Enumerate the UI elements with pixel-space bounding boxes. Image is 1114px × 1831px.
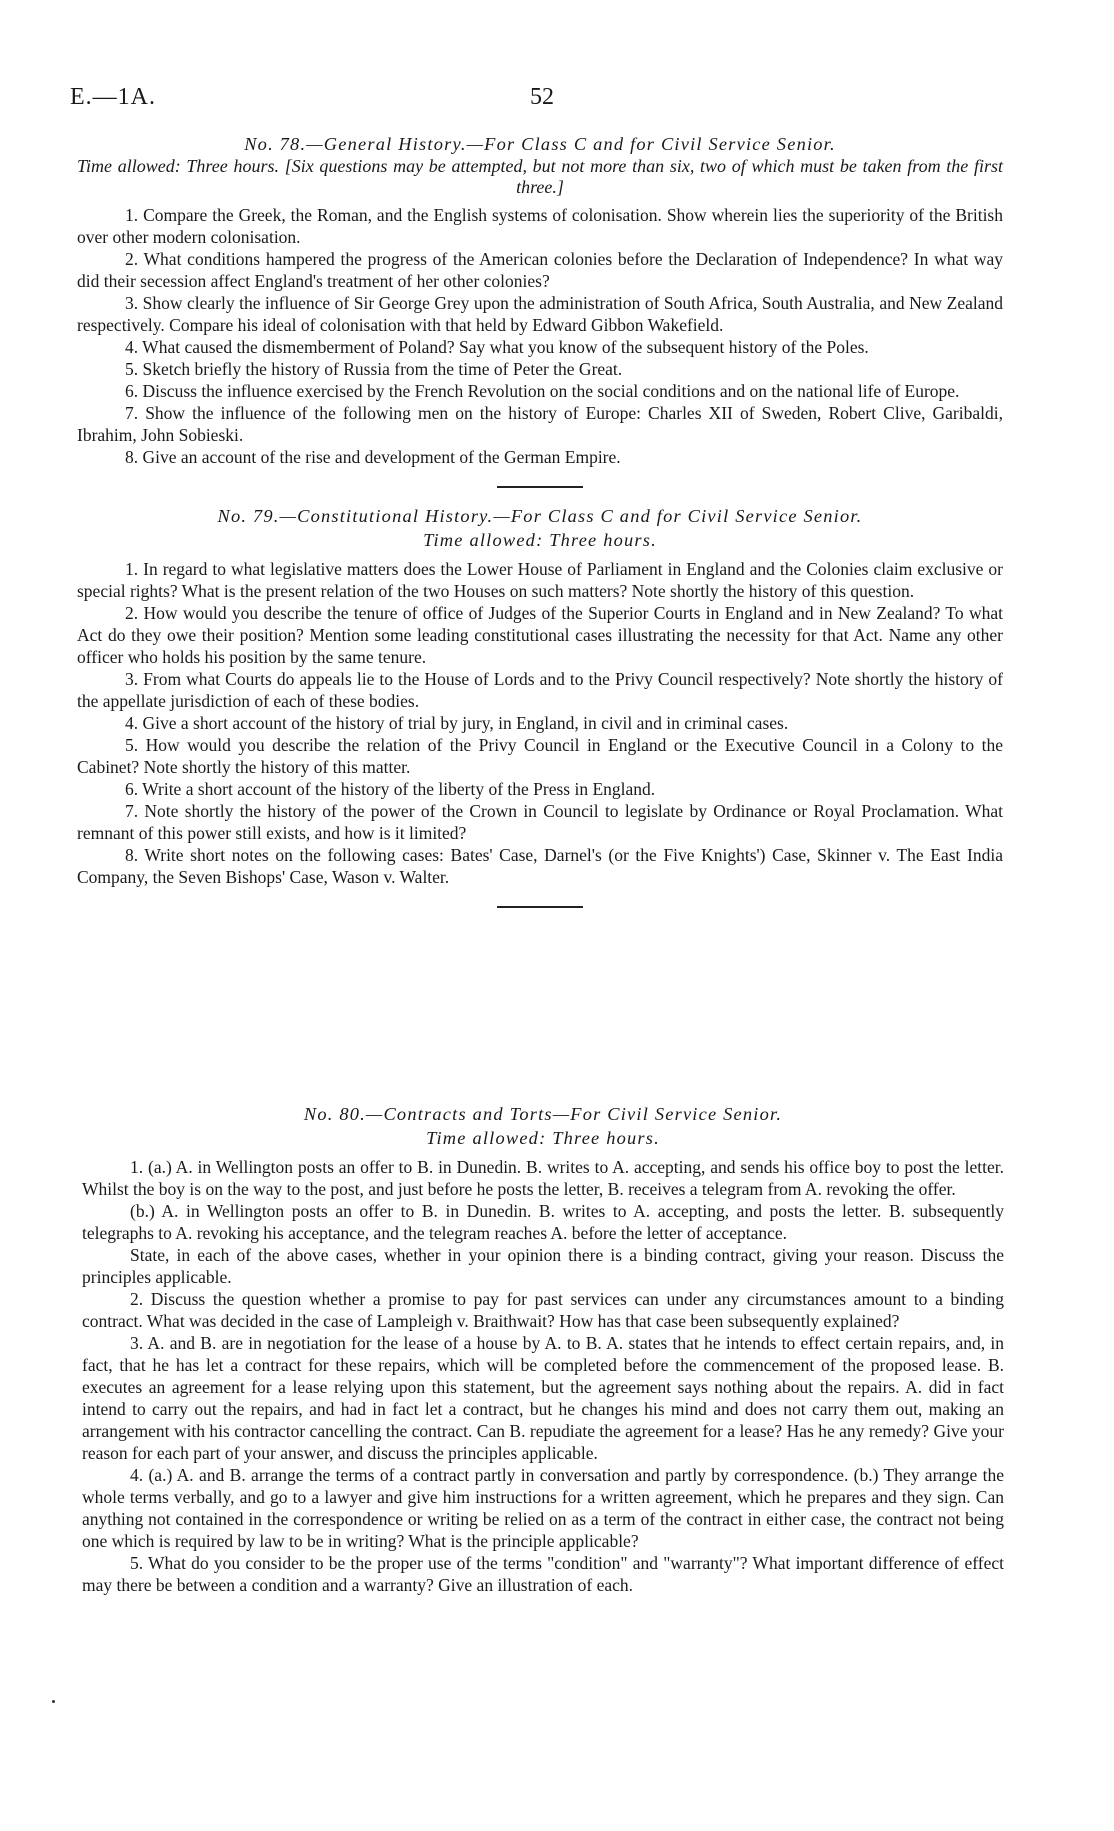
section-79-question: 3. From what Courts do appeals lie to the House of Lords and to the Privy Council respectively? Note shortly the history of the appellate jurisdiction of each of these bodies. bbox=[77, 669, 1003, 711]
section-79-title: No. 79.—Constitutional History.—For Class C and for Civil Service Senior. bbox=[217, 506, 863, 526]
section-78-question: 6. Discuss the influence exercised by the French Revolution on the social conditions and on the national life of Europe. bbox=[125, 381, 960, 401]
section-79-question: 8. Write short notes on the following cases: Bates' Case, Darnel's (or the Five Knights') Case, Skinner v. The East India Company, the Seven Bishops' Case, Wason v. Walter. bbox=[77, 845, 1003, 887]
section-78-question: 4. What caused the dismemberment of Poland? Say what you know of the subsequent history of the Poles. bbox=[125, 337, 869, 357]
section-78-question: 5. Sketch briefly the history of Russia from the time of Peter the Great. bbox=[125, 359, 623, 379]
section-78-title: No. 78.—General History.—For Class C and for Civil Service Senior. bbox=[244, 134, 836, 154]
section-80-question: 5. What do you consider to be the proper use of the terms "condition" and "warranty"? What important difference of effect may there be between a condition and a warranty? Give an illustration of each. bbox=[82, 1553, 1004, 1595]
sections-78-79 bbox=[77, 132, 1003, 924]
section-79-question: 6. Write a short account of the history of the liberty of the Press in England. bbox=[125, 779, 656, 799]
section-79-question: 1. In regard to what legislative matters does the Lower House of Parliament in England and the Colonies claim exclusive or special rights? What is the present relation of the two Houses on such matters? Note shortly the history of this question. bbox=[77, 559, 1003, 601]
section-78-instruction: [Six questions may be attempted, but not more than six, two of which must be taken from the first three.] bbox=[284, 156, 1004, 197]
section-79-question: 7. Note shortly the history of the power of the Crown in Council to legislate by Ordinance or Royal Proclamation. What remnant of this power still exists, and how is it limited? bbox=[77, 801, 1003, 843]
section-divider bbox=[497, 486, 583, 488]
section-80-question: (b.) A. in Wellington posts an offer to B. in Dunedin. B. writes to A. accepting, and posts the letter. B. subsequently telegraphs to A. revoking his acceptance, and the telegram reaches A. before the letter of acceptance. bbox=[82, 1201, 1004, 1243]
section-80-question: 2. Discuss the question whether a promise to pay for past services can under any circumstances amount to a binding contract. What was decided in the case of Lampleigh v. Braithwait? How has that case been subsequently explained? bbox=[82, 1289, 1004, 1331]
section-79-question: 4. Give a short account of the history of trial by jury, in England, in civil and in criminal cases. bbox=[125, 713, 789, 733]
section-80-question: State, in each of the above cases, whether in your opinion there is a binding contract, giving your reason. Discuss the principles applicable. bbox=[82, 1245, 1004, 1287]
section-78-time: Time allowed: Three hours. bbox=[77, 156, 279, 176]
section-79-time: Time allowed: Three hours. bbox=[423, 530, 657, 550]
section-80-title: No. 80.—Contracts and Torts—For Civil Service Senior. bbox=[303, 1104, 783, 1124]
section-79-question: 2. How would you describe the tenure of office of Judges of the Superior Courts in England and in New Zealand? To what Act do they owe their position? Mention some leading constitutional cases illustrating the necessity for that Act. Name any other officer who holds his position by the same tenure. bbox=[77, 603, 1003, 667]
section-80-time: Time allowed: Three hours. bbox=[426, 1128, 660, 1148]
section-78-question: 8. Give an account of the rise and development of the German Empire. bbox=[125, 447, 621, 467]
section-78-question: 1. Compare the Greek, the Roman, and the English systems of colonisation. Show wherein lies the superiority of the British over other modern colonisation. bbox=[77, 205, 1003, 247]
section-78-question: 7. Show the influence of the following men on the history of Europe: Charles XII of Sweden, Robert Clive, Garibaldi, Ibrahim, John Sobieski. bbox=[77, 403, 1003, 445]
section-78-time-and-instruction bbox=[77, 156, 1003, 198]
section-79-question: 5. How would you describe the relation of the Privy Council in England or the Executive Council in a Colony to the Cabinet? Note shortly the history of this matter. bbox=[77, 735, 1003, 777]
document-reference: E.—1A. bbox=[70, 84, 156, 110]
section-78-question: 2. What conditions hampered the progress of the American colonies before the Declaration of Independence? In what way did their secession affect England's treatment of her other colonies? bbox=[77, 249, 1003, 291]
section-80-question: 4. (a.) A. and B. arrange the terms of a contract partly in conversation and partly by correspondence. (b.) They arrange the whole terms verbally, and go to a lawyer and give him instructions for a written agreement, which he prepares and they sign. Can anything not contained in the correspondence or writing be relied on as a term of the contract in either case, the contract not being one which is required by law to be in writing? What is the principle applicable? bbox=[82, 1465, 1004, 1551]
section-78-question: 3. Show clearly the influence of Sir George Grey upon the administration of South Africa, South Australia, and New Zealand respectively. Compare his ideal of colonisation with that held by Edward Gibbon Wakefield. bbox=[77, 293, 1003, 335]
page-number: 52 bbox=[530, 84, 554, 110]
section-80-question: 3. A. and B. are in negotiation for the lease of a house by A. to B. A. states that he intends to effect certain repairs, and, in fact, that he has let a contract for these repairs, which will be completed before the commencement of the proposed lease. B. executes an agreement for a lease relying upon this statement, but the agreement says nothing about the repairs. A. did in fact intend to carry out the repairs, and had in fact let a contract, but he changes his mind and does not carry them out, making an arrangement with his contractor cancelling the contract. Can B. repudiate the agreement for a lease? Has he any remedy? Give your reason for each part of your answer, and discuss the principles applicable. bbox=[82, 1333, 1004, 1463]
section-80 bbox=[82, 1102, 1004, 1596]
margin-mark bbox=[52, 1700, 55, 1703]
section-divider bbox=[497, 906, 583, 908]
section-80-question: 1. (a.) A. in Wellington posts an offer to B. in Dunedin. B. writes to A. accepting, and sends his office boy to post the letter. Whilst the boy is on the way to the post, and just before he posts the letter, B. receives a telegram from A. revoking the offer. bbox=[82, 1157, 1004, 1199]
